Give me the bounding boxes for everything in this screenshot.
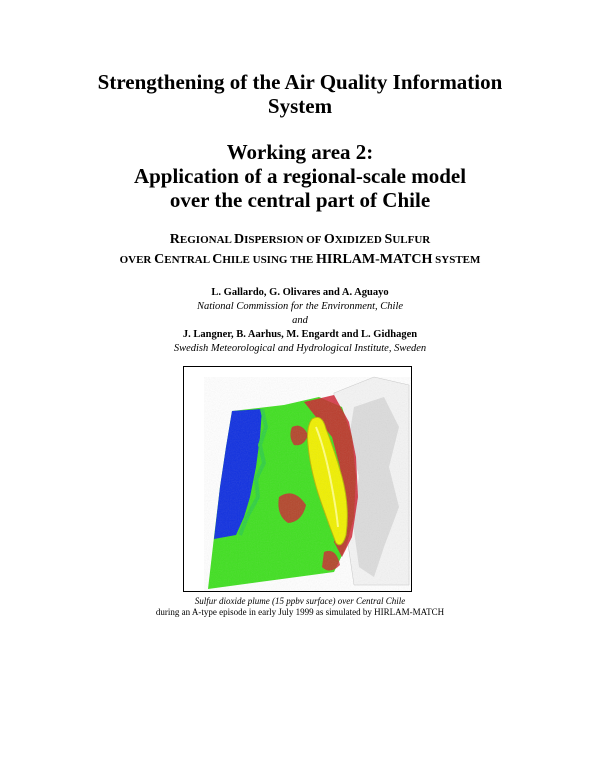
caption-line-2: during an A-type episode in early July 1999 as simulated by HIRLAM-MATCH: [155, 607, 445, 617]
and-separator: and: [292, 315, 308, 326]
affiliation-2: Swedish Meteorological and Hydrological Institute, Sweden: [173, 343, 427, 354]
working-area-label: Working area 2:: [226, 140, 374, 164]
affiliation-1: National Commission for the Environment, Chile: [196, 301, 404, 312]
main-title: [0, 70, 600, 118]
model-figure: [183, 366, 412, 592]
application-line-1: Application of a regional-scale model: [133, 164, 467, 188]
main-title-line-1: Strengthening of the Air Quality Information: [97, 70, 503, 94]
paper-subtitle: [0, 230, 600, 270]
main-title-line-2: System: [267, 94, 333, 118]
authors-group-1: L. Gallardo, G. Olivares and A. Aguayo: [211, 287, 389, 298]
application-line-2: over the central part of Chile: [169, 188, 431, 212]
figure-caption: [0, 596, 600, 618]
subtitle-line-2: OVER CENTRAL CHILE USING THE HIRLAM-MATCH SYSTEM: [119, 252, 481, 267]
authors-block: [0, 286, 600, 356]
plume-map-image: [184, 367, 411, 591]
subtitle-line-1: REGIONAL DISPERSION OF OXIDIZED SULFUR: [169, 232, 431, 247]
working-area-title: [0, 140, 600, 212]
caption-line-1: Sulfur dioxide plume (15 ppbv surface) over Central Chile: [194, 596, 406, 606]
authors-group-2: J. Langner, B. Aarhus, M. Engardt and L. Gidhagen: [182, 329, 418, 340]
